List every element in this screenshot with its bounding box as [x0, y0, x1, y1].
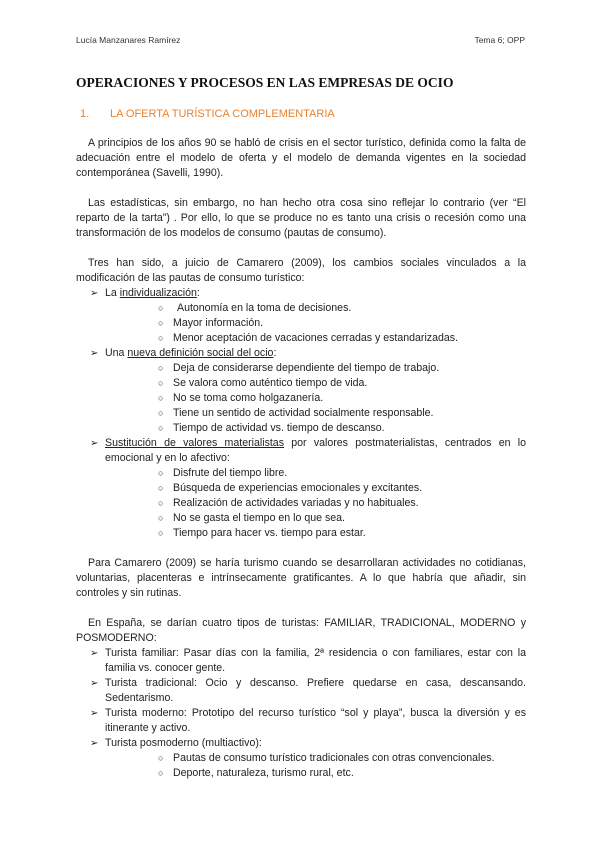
paragraph-3: Tres han sido, a juicio de Camarero (2009), los cambios sociales vinculados a la modificación de las pautas de consumo turístico:: [76, 257, 526, 284]
circle-bullet-icon: ○: [158, 318, 164, 328]
change-leisure-definition: ➢ Una nueva definición social del ocio: ○ Deja de considerarse dependiente del tiempo de trabajo. ○ Se valora como auténtico tiempo de vida. ○ No se toma como holgazanería. ○ Tiene un sentido de actividad socialmente responsable. ○ Tiempo de actividad vs. tiempo de descanso.: [76, 346, 526, 436]
section-title: LA OFERTA TURÍSTICA COMPLEMENTARIA: [110, 108, 335, 120]
paragraph-2: Las estadísticas, sin embargo, no han hecho otra cosa sino reflejar lo contrario (ver “El reparto de la tarta”) . Por ello, lo que se produce no es tanto una crisis o recesión como una transformación de los modelos de consumo (pautas de consumo).: [76, 197, 526, 239]
list-item: ○ Menor aceptación de vacaciones cerradas y estandarizadas.: [158, 332, 459, 344]
header-author: Lucía Manzanares Ramírez: [76, 35, 181, 45]
change-postmaterialist-values: ➢ Sustitución de valores materialistas por valores postmaterialistas, centrados en lo emocional y en lo afectivo: ○ Disfrute del tiempo libre. ○ Búsqueda de experiencias emocionales y excitantes. ○ Realización de actividades variadas y no habituales. ○ No se gasta el tiempo en lo que sea. ○ Tiempo para hacer vs. tiempo para estar.: [90, 437, 526, 539]
list-item: ○ Deja de considerarse dependiente del tiempo de trabajo.: [158, 362, 440, 374]
circle-bullet-icon: ○: [158, 333, 164, 343]
list-item: ○ Se valora como auténtico tiempo de vida.: [158, 377, 368, 389]
document-body: [76, 136, 526, 781]
list-item: ○ Pautas de consumo turístico tradicionales con otras convencionales.: [158, 752, 495, 764]
arrow-bullet-icon: ➢: [90, 288, 99, 299]
list-item: ○ Mayor información.: [158, 317, 264, 329]
circle-bullet-icon: ○: [158, 528, 164, 538]
circle-bullet-icon: ○: [158, 768, 164, 778]
circle-bullet-icon: ○: [158, 408, 164, 418]
section-number: 1.: [80, 108, 90, 120]
circle-bullet-icon: ○: [158, 303, 164, 313]
circle-bullet-icon: ○: [158, 378, 164, 388]
circle-bullet-icon: ○: [158, 363, 164, 373]
list-item: ○ Tiene un sentido de actividad socialmente responsable.: [158, 407, 434, 419]
paragraph-5: En España, se darían cuatro tipos de turistas: FAMILIAR, TRADICIONAL, MODERNO y POSMODERNO:: [76, 617, 526, 644]
list-item: ○ No se toma como holgazanería.: [158, 392, 324, 404]
sub-list: [105, 466, 526, 541]
list-item: ○ Búsqueda de experiencias emocionales y excitantes.: [158, 482, 423, 494]
header-topic: Tema 6; OPP: [474, 35, 525, 45]
circle-bullet-icon: ○: [158, 498, 164, 508]
social-changes-list: [76, 286, 526, 541]
list-item: ○ Disfrute del tiempo libre.: [158, 467, 288, 479]
tourist-postmodern: ➢ Turista posmoderno (multiactivo): ○ Pautas de consumo turístico tradicionales con otras convencionales. ○ Deporte, naturaleza, turismo rural, etc.: [76, 736, 526, 781]
paragraph-4: Para Camarero (2009) se haría turismo cuando se desarrollaran actividades no cotidianas, voluntarias, placenteras e intrínsecamente gratificantes. A lo que habría que añadir, sin controles y sin rutinas.: [76, 557, 526, 599]
document-title: OPERACIONES Y PROCESOS EN LAS EMPRESAS DE OCIO: [76, 75, 454, 90]
list-item: ○ Tiempo de actividad vs. tiempo de descanso.: [158, 422, 385, 434]
arrow-bullet-icon: ➢: [90, 738, 99, 749]
paragraph-1: A principios de los años 90 se habló de crisis en el sector turístico, definida como la falta de adecuación entre el modelo de oferta y el modelo de demanda vigentes en la sociedad contemporánea (Savelli, 1990).: [76, 137, 526, 179]
arrow-bullet-icon: ➢: [90, 678, 99, 689]
list-item: ○ Realización de actividades variadas y no habituales.: [158, 497, 419, 509]
circle-bullet-icon: ○: [158, 423, 164, 433]
sub-list: [105, 361, 526, 436]
arrow-bullet-icon: ➢: [90, 348, 99, 359]
list-item: ○ Tiempo para hacer vs. tiempo para estar.: [158, 527, 366, 539]
circle-bullet-icon: ○: [158, 468, 164, 478]
change-individualization: ➢ La individualización: ○ Autonomía en la toma de decisiones. ○ Mayor información. ○ Menor aceptación de vacaciones cerradas y estandarizadas.: [76, 286, 526, 346]
tourist-types-list: [76, 646, 526, 781]
circle-bullet-icon: ○: [158, 393, 164, 403]
list-item: ○ No se gasta el tiempo en lo que sea.: [158, 512, 345, 524]
list-item: ○ Deporte, naturaleza, turismo rural, etc.: [158, 767, 354, 779]
sub-list: [105, 301, 526, 346]
tourist-modern: ➢ Turista moderno: Prototipo del recurso turístico “sol y playa”, busca la diversión y es itinerante y activo.: [90, 707, 526, 734]
tourist-familiar: ➢ Turista familiar: Pasar días con la familia, 2ª residencia o con familiares, estar con la familia vs. conocer gente.: [90, 647, 526, 674]
circle-bullet-icon: ○: [158, 753, 164, 763]
arrow-bullet-icon: ➢: [90, 708, 99, 719]
list-item: ○ Autonomía en la toma de decisiones.: [158, 302, 352, 314]
section-heading: [76, 108, 335, 120]
sub-list: [105, 751, 526, 781]
circle-bullet-icon: ○: [158, 513, 164, 523]
circle-bullet-icon: ○: [158, 483, 164, 493]
arrow-bullet-icon: ➢: [90, 438, 99, 449]
arrow-bullet-icon: ➢: [90, 648, 99, 659]
tourist-traditional: ➢ Turista tradicional: Ocio y descanso. Prefiere quedarse en casa, descansando. Sedentarismo.: [90, 677, 526, 704]
